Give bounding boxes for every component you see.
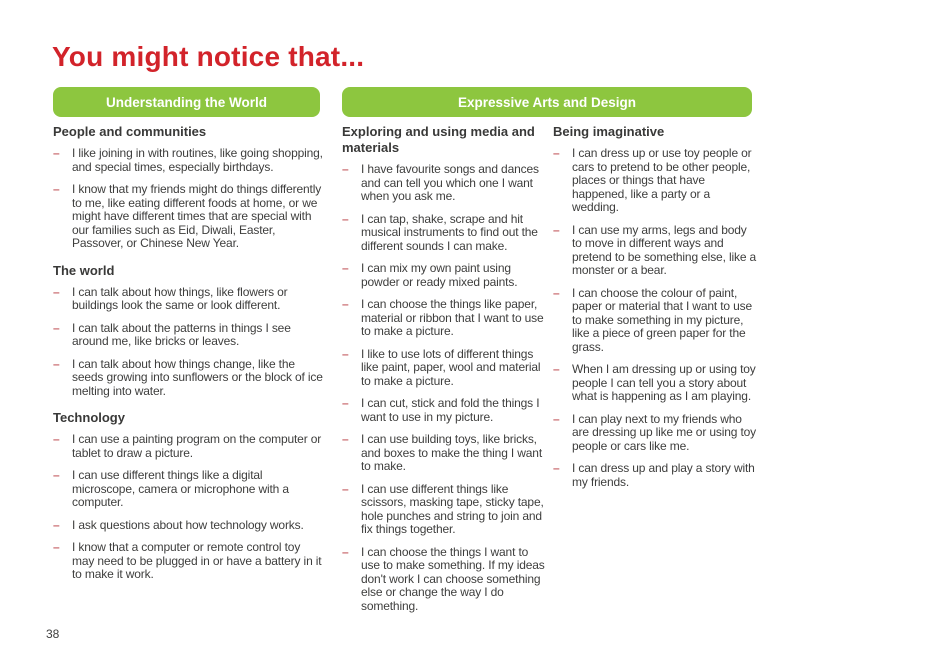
page-number: 38 [46, 627, 60, 641]
bullet-item-text: I know that a computer or remote control toy may need to be plugged in or have a battery in it to make it work. [72, 540, 322, 581]
bullet-item-text: I can choose the things I want to use to make something. If my ideas don't work I can choose something else or change the way I do something. [361, 544, 545, 613]
dash-bullet-icon: – [342, 297, 349, 311]
bullet-item [553, 224, 758, 278]
bullet-item-text: I can use building toys, like bricks, and boxes to make the thing I want to make. [361, 432, 543, 473]
bullet-item-text: I can tap, shake, scrape and hit musical instruments to find out the different sounds I can make. [361, 211, 538, 253]
section [53, 124, 325, 251]
column-understanding-the-world [53, 124, 325, 594]
section-heading: Exploring and using media and materials [342, 124, 535, 155]
bullet-item-text: I ask questions about how technology works. [72, 517, 304, 532]
banner-label: Understanding the World [106, 94, 267, 110]
bullet-item [342, 262, 547, 289]
bullet-item [553, 363, 758, 404]
dash-bullet-icon: – [53, 320, 60, 335]
bullet-item-text: I know that my friends might do things differently to me, like eating different foods at home, or we might have different times that are special with our families such as Eid, Diwali, Easter, Passover, or Chinese New Year. [72, 182, 322, 250]
bullet-item [553, 462, 758, 489]
dash-bullet-icon: – [553, 222, 560, 237]
section [553, 124, 758, 489]
bullet-item-text: I can talk about how things, like flowers or buildings look the same or look different. [72, 284, 288, 312]
dash-bullet-icon: – [53, 284, 60, 299]
dash-bullet-icon: – [53, 182, 60, 196]
bullet-item-text: I can play next to my friends who are dressing up like me or using toy people or cars like me. [572, 411, 757, 453]
dash-bullet-icon: – [53, 540, 60, 554]
dash-bullet-icon: – [342, 211, 349, 226]
section [342, 124, 547, 613]
dash-bullet-icon: – [53, 146, 60, 160]
bullet-item-text: I like joining in with routines, like going shopping, and special times, especially birthdays. [72, 146, 323, 174]
bullet-item [342, 546, 547, 614]
dash-bullet-icon: – [53, 432, 60, 446]
bullet-item-text: I can use a painting program on the computer or tablet to draw a picture. [72, 432, 322, 460]
column-exploring-media-materials [342, 124, 547, 625]
bullet-item-text: I can use different things like a digital microscope, camera or microphone with a computer. [72, 468, 289, 509]
section [53, 263, 325, 399]
bullet-item [53, 469, 325, 510]
bullet-item [53, 147, 325, 174]
bullet-item-text: I can talk about the patterns in things I see around me, like bricks or leaves. [72, 320, 291, 348]
dash-bullet-icon: – [553, 411, 560, 426]
bullet-item [342, 483, 547, 537]
dash-bullet-icon: – [553, 362, 560, 376]
column-being-imaginative [553, 124, 758, 501]
bullet-item-text: I can mix my own paint using powder or ready mixed paints. [361, 261, 518, 289]
section-heading: Being imaginative [553, 124, 665, 139]
dash-bullet-icon: – [342, 162, 349, 176]
bullet-item [53, 286, 325, 313]
bullet-item-text: I can dress up or use toy people or cars to pretend to be other people, places or things that have happened, like a party or a wedding. [572, 146, 752, 214]
dash-bullet-icon: – [53, 356, 60, 371]
dash-bullet-icon: – [553, 146, 560, 160]
dash-bullet-icon: – [53, 517, 60, 532]
bullet-item [342, 163, 547, 204]
bullet-item [342, 433, 547, 474]
bullet-item [342, 397, 547, 424]
bullet-item [53, 183, 325, 251]
bullet-item [553, 147, 758, 215]
bullet-item [342, 348, 547, 389]
bullet-item-text: I can use my arms, legs and body to move in different ways and pretend to be something else, like a monster or a bear. [572, 222, 757, 277]
bullet-item-text: When I am dressing up or using toy people I can tell you a story about what is happening as I am playing. [572, 362, 756, 403]
section-heading: People and communities [53, 124, 207, 139]
bullet-item-text: I like to use lots of different things like paint, paper, wool and material to make a picture. [361, 346, 541, 388]
bullet-item [342, 298, 547, 339]
bullet-item-text: I can choose the things like paper, material or ribbon that I want to use to make a picture. [361, 297, 544, 338]
section-heading: Technology [53, 410, 125, 425]
section-heading: The world [53, 262, 115, 278]
bullet-item [53, 358, 325, 399]
dash-bullet-icon: – [342, 346, 349, 361]
banner-label: Expressive Arts and Design [457, 94, 637, 110]
dash-bullet-icon: – [342, 261, 349, 275]
dash-bullet-icon: – [342, 396, 349, 410]
bullet-item-text: I can talk about how things change, like the seeds growing into sunflowers or the block of ice melting into water. [72, 356, 323, 398]
bullet-item-text: I can dress up and play a story with my friends. [572, 461, 755, 489]
bullet-item [553, 287, 758, 355]
bullet-item [553, 413, 758, 454]
dash-bullet-icon: – [342, 544, 349, 559]
bullet-item [342, 213, 547, 254]
bullet-item-text: I can choose the colour of paint, paper or material that I want to use to make something in my picture, like a piece of green paper for the grass. [572, 285, 753, 354]
dash-bullet-icon: – [342, 481, 349, 496]
dash-bullet-icon: – [342, 432, 349, 446]
bullet-item-text: I can cut, stick and fold the things I want to use in my picture. [361, 396, 540, 424]
section [53, 410, 325, 582]
bullet-item-text: I have favourite songs and dances and can tell you which one I want when you ask me. [361, 162, 539, 203]
understanding-the-world-banner [53, 87, 320, 117]
dash-bullet-icon: – [553, 461, 560, 475]
expressive-arts-and-design-banner [342, 87, 752, 117]
dash-bullet-icon: – [553, 285, 560, 300]
bullet-item [53, 433, 325, 460]
bullet-item-text: I can use different things like scissors, masking tape, sticky tape, hole punches and string to join and fix things together. [361, 481, 544, 536]
page-title: You might notice that... [52, 41, 365, 72]
bullet-item [53, 322, 325, 349]
bullet-item [53, 519, 325, 533]
bullet-item [53, 541, 325, 582]
dash-bullet-icon: – [53, 468, 60, 482]
